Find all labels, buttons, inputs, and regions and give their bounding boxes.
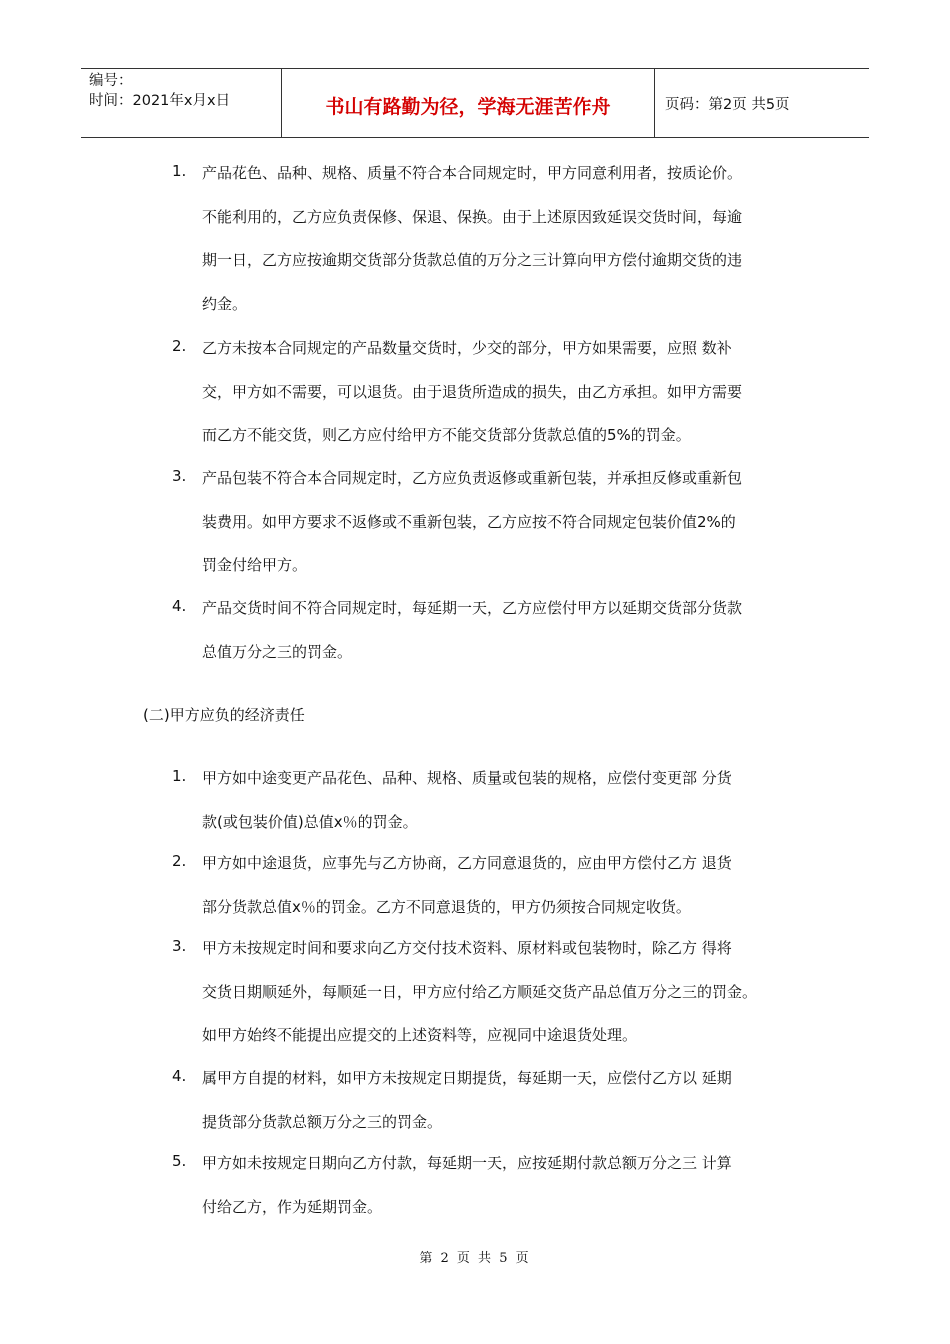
list-item-line: 产品交货时间不符合同规定时，每延期一天，乙方应偿付甲方以延期交货部分货款	[202, 599, 743, 617]
list-item-line: 不能利用的，乙方应负责保修、保退、保换。由于上述原因致延误交货时间，每逾	[202, 207, 743, 226]
section-heading-buyer-liability: (二)甲方应负的经济责任	[143, 706, 305, 724]
list-item-number: 5.	[172, 1152, 187, 1170]
list-item-number: 3.	[172, 467, 187, 485]
document-number-label: 编号：	[89, 73, 133, 89]
list-item-line: 甲方如中途变更产品花色、品种、规格、质量或包装的规格，应偿付变更部 分货	[202, 769, 732, 787]
list-item-line: 乙方未按本合同规定的产品数量交货时，少交的部分，甲方如果需要，应照 数补	[202, 339, 732, 357]
list-item-line: 提货部分货款总额万分之三的罚金。	[202, 1112, 443, 1131]
list-item-number: 1.	[172, 767, 187, 785]
list-item-line: 交，甲方如不需要，可以退货。由于退货所造成的损失，由乙方承担。如甲方需要	[202, 382, 743, 401]
page-header	[81, 68, 869, 138]
list-item-line: 款(或包装价值)总值x％的罚金。	[202, 812, 418, 831]
document-date-label: 时间：2021年x月x日	[89, 93, 231, 109]
header-page-info: 页码：第2页 共5页	[665, 96, 790, 113]
list-item-number: 4.	[172, 597, 187, 615]
list-item-number: 3.	[172, 937, 187, 955]
list-item-line: 期一日，乙方应按逾期交货部分货款总值的万分之三计算向甲方偿付逾期交货的违	[202, 251, 743, 269]
list-item-line: 而乙方不能交货，则乙方应付给甲方不能交货部分货款总值的5%的罚金。	[202, 426, 691, 444]
list-item-line: 产品包装不符合本合同规定时，乙方应负责返修或重新包装，并承担反修或重新包	[202, 469, 743, 487]
list-item-line: 甲方如中途退货，应事先与乙方协商，乙方同意退货的，应由甲方偿付乙方 退货	[202, 854, 732, 872]
list-item-line: 属甲方自提的材料，如甲方未按规定日期提货，每延期一天，应偿付乙方以 延期	[202, 1069, 732, 1087]
list-item-line: 罚金付给甲方。	[202, 556, 308, 574]
list-item-line: 装费用。如甲方要求不返修或不重新包装，乙方应按不符合同规定包装价值2%的	[202, 512, 736, 531]
list-item-line: 部分货款总值x％的罚金。乙方不同意退货的，甲方仍须按合同规定收货。	[202, 897, 691, 916]
list-item-number: 2.	[172, 337, 187, 355]
page-footer: 第 2 页 共 5 页	[419, 1251, 531, 1266]
list-item-line: 付给乙方，作为延期罚金。	[202, 1197, 383, 1216]
list-item-number: 4.	[172, 1067, 187, 1085]
list-item-line: 甲方未按规定时间和要求向乙方交付技术资料、原材料或包装物时，除乙方 得将	[202, 939, 732, 957]
list-item-number: 2.	[172, 852, 187, 870]
list-item-line: 如甲方始终不能提出应提交的上述资料等，应视同中途退货处理。	[202, 1026, 638, 1044]
list-item-line: 产品花色、品种、规格、质量不符合本合同规定时，甲方同意利用者，按质论价。	[202, 164, 743, 182]
list-item-line: 总值万分之三的罚金。	[202, 642, 353, 661]
list-item-line: 交货日期顺延外，每顺延一日，甲方应付给乙方顺延交货产品总值万分之三的罚金。	[202, 982, 758, 1001]
list-item-line: 甲方如未按规定日期向乙方付款，每延期一天，应按延期付款总额万分之三 计算	[202, 1154, 732, 1172]
header-motto: 书山有路勤为径，学海无涯苦作舟	[282, 69, 655, 137]
list-item-line: 约金。	[202, 294, 248, 313]
list-item-number: 1.	[172, 162, 187, 180]
header-meta	[81, 69, 282, 137]
